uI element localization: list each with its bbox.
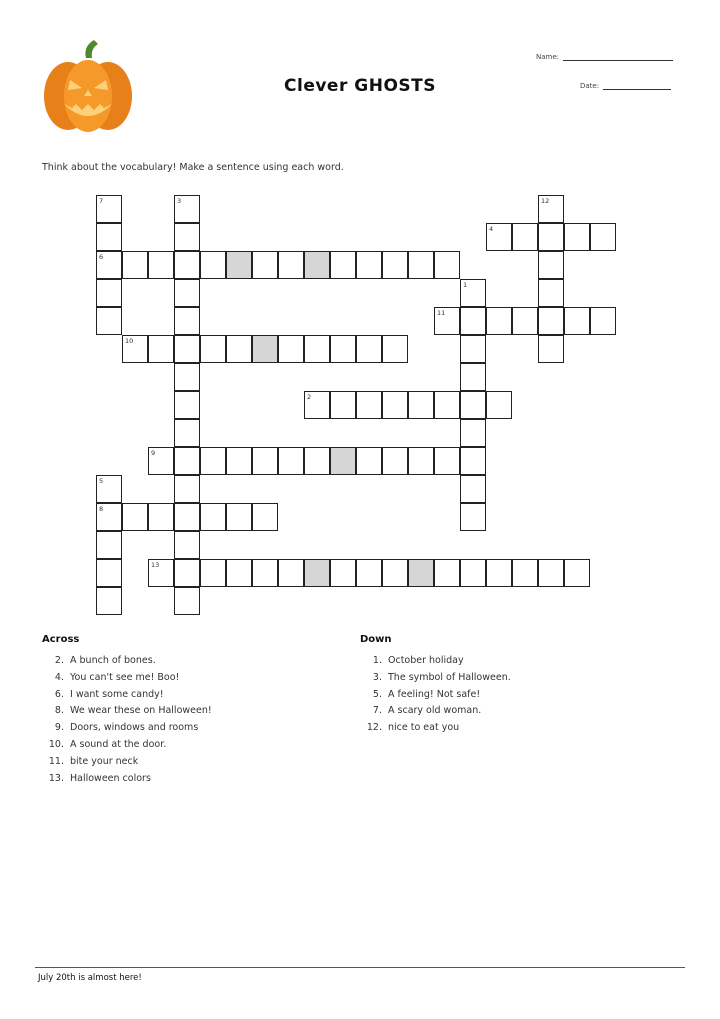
grid-cell[interactable] [96, 223, 122, 251]
grid-cell[interactable] [174, 587, 200, 615]
grid-cell[interactable] [486, 391, 512, 419]
grid-cell[interactable] [122, 503, 148, 531]
grid-cell[interactable] [96, 531, 122, 559]
grid-cell[interactable] [252, 559, 278, 587]
grid-cell[interactable] [590, 223, 616, 251]
grid-cell[interactable] [486, 307, 512, 335]
grid-cell[interactable] [174, 475, 200, 503]
grid-cell[interactable] [148, 559, 174, 587]
page-title: Clever GHOSTS [284, 76, 436, 96]
grid-cell[interactable] [460, 503, 486, 531]
down-list [360, 653, 511, 737]
grid-cell[interactable] [174, 195, 200, 223]
grid-cell[interactable] [174, 335, 200, 363]
grid-cell[interactable] [356, 559, 382, 587]
grid-cell[interactable] [356, 447, 382, 475]
grid-cell[interactable] [148, 503, 174, 531]
grid-cell[interactable] [512, 223, 538, 251]
grid-cell[interactable] [330, 251, 356, 279]
grid-cell[interactable] [226, 559, 252, 587]
grid-cell[interactable] [252, 503, 278, 531]
grid-cell[interactable] [538, 223, 564, 251]
clue-number: 2 [307, 393, 312, 401]
grid-cell[interactable] [96, 251, 122, 279]
grid-cell[interactable] [330, 447, 356, 475]
grid-cell[interactable] [226, 503, 252, 531]
clue-item: 1. October holiday [372, 655, 464, 666]
name-line[interactable] [563, 52, 673, 61]
grid-cell[interactable] [382, 391, 408, 419]
grid-cell[interactable] [174, 363, 200, 391]
date-label: Date: [580, 82, 600, 90]
clue-item: 8. We wear these on Halloween! [54, 705, 212, 717]
clue-item: 4. You can't see me! Boo! [54, 671, 180, 683]
grid-cell[interactable] [486, 223, 512, 251]
clue-item: 13. Halloween colors [48, 772, 151, 784]
clue-item: 12. nice to eat you [366, 722, 460, 734]
grid-cell[interactable] [304, 391, 330, 419]
grid-cell[interactable] [226, 335, 252, 363]
grid-cell[interactable] [122, 335, 148, 363]
clue-item: 2. A bunch of bones. [54, 655, 156, 666]
clue-number: 10 [125, 337, 134, 345]
clue-item: 11. bite your neck [48, 755, 139, 767]
clue-number: 1 [463, 281, 468, 289]
grid-cell[interactable] [460, 419, 486, 447]
grid-cell[interactable] [252, 447, 278, 475]
clue-item: 10. A sound at the door. [48, 738, 167, 750]
instructions: Think about the vocabulary! Make a sentence using each word. [42, 162, 344, 173]
grid-cell[interactable] [200, 251, 226, 279]
name-field[interactable] [536, 52, 673, 61]
grid-cell[interactable] [512, 307, 538, 335]
grid-cell[interactable] [200, 447, 226, 475]
grid-cell[interactable] [174, 531, 200, 559]
grid-cell[interactable] [408, 251, 434, 279]
down-clues [360, 634, 511, 737]
grid-cell[interactable] [304, 251, 330, 279]
grid-cell[interactable] [330, 335, 356, 363]
grid-cell[interactable] [434, 307, 460, 335]
grid-cell[interactable] [278, 447, 304, 475]
grid-cell[interactable] [460, 391, 486, 419]
grid-cell[interactable] [96, 279, 122, 307]
grid-cell[interactable] [460, 447, 486, 475]
clue-number: 11 [437, 309, 446, 317]
across-clues [42, 634, 212, 787]
grid-cell[interactable] [356, 335, 382, 363]
date-field[interactable] [580, 81, 671, 90]
grid-cell[interactable] [174, 279, 200, 307]
grid-cell[interactable] [226, 447, 252, 475]
grid-cell[interactable] [538, 559, 564, 587]
clue-item: 6. I want some candy! [54, 688, 164, 700]
grid-cell[interactable] [148, 251, 174, 279]
footer-divider [35, 967, 685, 968]
grid-cell[interactable] [434, 251, 460, 279]
grid-cell[interactable] [408, 559, 434, 587]
grid-cell[interactable] [174, 223, 200, 251]
grid-cell[interactable] [122, 251, 148, 279]
grid-cell[interactable] [278, 335, 304, 363]
clue-number: 13 [151, 561, 160, 569]
grid-cell[interactable] [408, 391, 434, 419]
grid-cell[interactable] [538, 335, 564, 363]
grid-cell[interactable] [460, 363, 486, 391]
grid-cell[interactable] [174, 419, 200, 447]
grid-cell[interactable] [96, 195, 122, 223]
grid-cell[interactable] [200, 503, 226, 531]
grid-cell[interactable] [356, 251, 382, 279]
grid-cell[interactable] [382, 335, 408, 363]
grid-cell[interactable] [174, 503, 200, 531]
grid-cell[interactable] [252, 335, 278, 363]
name-label: Name: [536, 53, 560, 61]
grid-cell[interactable] [408, 447, 434, 475]
clue-item: 3. The symbol of Halloween. [372, 671, 511, 683]
grid-cell[interactable] [460, 307, 486, 335]
clue-item: 9. Doors, windows and rooms [54, 722, 199, 734]
grid-cell[interactable] [460, 279, 486, 307]
grid-cell[interactable] [174, 307, 200, 335]
grid-cell[interactable] [538, 251, 564, 279]
grid-cell[interactable] [538, 195, 564, 223]
grid-cell[interactable] [200, 559, 226, 587]
grid-cell[interactable] [174, 559, 200, 587]
grid-cell[interactable] [382, 447, 408, 475]
grid-cell[interactable] [434, 391, 460, 419]
clue-number: 7 [99, 197, 104, 205]
grid-cell[interactable] [382, 251, 408, 279]
grid-cell[interactable] [174, 251, 200, 279]
grid-cell[interactable] [304, 447, 330, 475]
grid-cell[interactable] [434, 559, 460, 587]
across-list [42, 653, 212, 787]
clue-number: 3 [177, 197, 182, 205]
grid-cell[interactable] [538, 279, 564, 307]
grid-cell[interactable] [564, 559, 590, 587]
clue-number: 12 [541, 197, 550, 205]
grid-cell[interactable] [148, 447, 174, 475]
grid-cell[interactable] [434, 447, 460, 475]
grid-cell[interactable] [304, 335, 330, 363]
grid-cell[interactable] [148, 335, 174, 363]
clue-number: 4 [489, 225, 494, 233]
grid-cell[interactable] [512, 559, 538, 587]
grid-cell[interactable] [96, 559, 122, 587]
grid-cell[interactable] [96, 475, 122, 503]
grid-cell[interactable] [226, 251, 252, 279]
grid-cell[interactable] [486, 559, 512, 587]
grid-cell[interactable] [96, 307, 122, 335]
grid-cell[interactable] [330, 559, 356, 587]
clue-item: 7. A scary old woman. [372, 705, 482, 717]
grid-cell[interactable] [174, 391, 200, 419]
clue-number: 9 [151, 449, 156, 457]
grid-cell[interactable] [356, 391, 382, 419]
grid-cell[interactable] [278, 559, 304, 587]
clue-number: 6 [99, 253, 104, 261]
grid-cell[interactable] [460, 559, 486, 587]
grid-cell[interactable] [252, 251, 278, 279]
clue-number: 8 [99, 505, 104, 513]
grid-cell[interactable] [96, 503, 122, 531]
grid-cell[interactable] [174, 447, 200, 475]
grid-cell[interactable] [382, 559, 408, 587]
grid-cell[interactable] [460, 335, 486, 363]
date-line[interactable] [603, 81, 671, 90]
grid-cell[interactable] [330, 391, 356, 419]
grid-cell[interactable] [460, 475, 486, 503]
grid-cell[interactable] [538, 307, 564, 335]
clue-number: 5 [99, 477, 104, 485]
clue-item: 5. A feeling! Not safe! [372, 688, 481, 700]
down-heading: Down [360, 634, 392, 645]
grid-cell[interactable] [304, 559, 330, 587]
grid-cell[interactable] [564, 223, 590, 251]
grid-cell[interactable] [200, 335, 226, 363]
grid-cell[interactable] [590, 307, 616, 335]
across-heading: Across [42, 634, 80, 645]
grid-cell[interactable] [564, 307, 590, 335]
footer-text: July 20th is almost here! [38, 973, 142, 983]
grid-cell[interactable] [278, 251, 304, 279]
grid-cell[interactable] [96, 587, 122, 615]
